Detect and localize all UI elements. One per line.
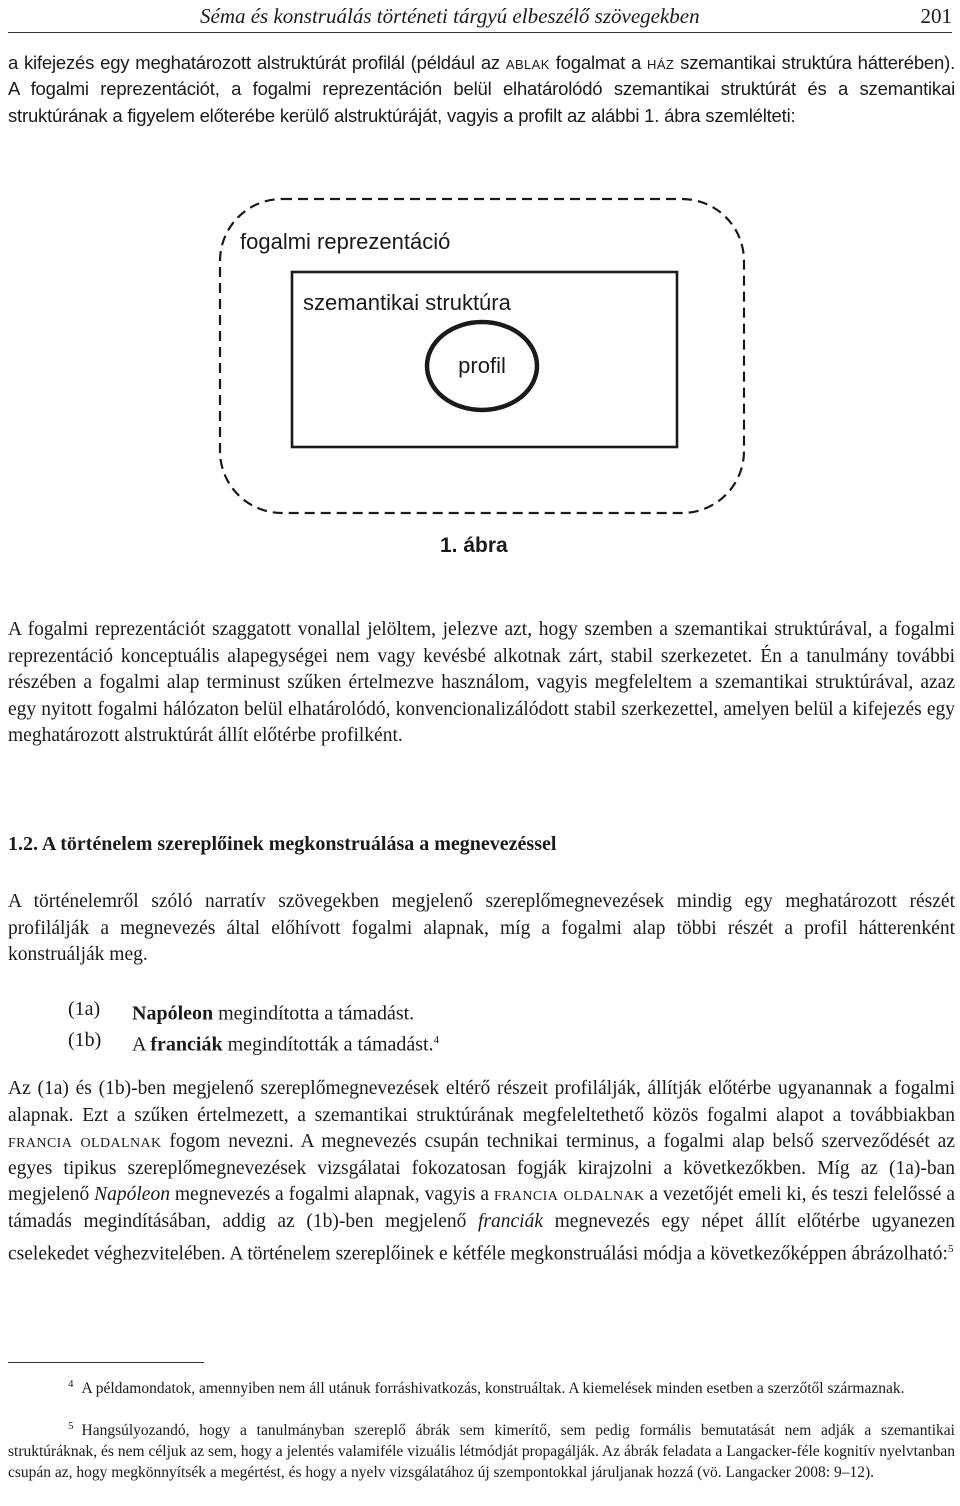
example-sentence (132, 996, 414, 1027)
running-title: Séma és konstruálás történeti tárgyú elbeszélő szövegekben (200, 4, 700, 28)
intro-smallcaps-ablak: ablak (505, 52, 550, 73)
p4-smallcaps-2: francia oldalnak (493, 1184, 645, 1206)
footnote-5 (8, 1416, 955, 1483)
intro-text-1: a kifejezés egy meghatározott alstruktúrát profilál (például az (8, 52, 506, 73)
footnote-4 (8, 1374, 955, 1399)
example-sentence (132, 1027, 439, 1058)
p4-text-3: megnevezés a fogalmi alapnak, vagyis a (169, 1184, 494, 1206)
footnote-divider (8, 1362, 204, 1363)
p4-text-4: a vezetőjét emeli ki, és teszi felelőssé a támadás megindításában, addig az (1b)-ben megjelenő (8, 1184, 955, 1232)
section-heading: 1.2. A történelem szereplőinek megkonstruálása a megnevezéssel (8, 833, 557, 855)
example-item (68, 1027, 439, 1058)
example-post: megindították a támadást. (222, 1033, 434, 1056)
examples-list (68, 996, 439, 1057)
figure-1-diagram (0, 185, 960, 525)
footnote-text: Hangsúlyozandó, hogy a tanulmányban szereplő ábrák sem kimerítő, sem pedig formális bemutatását nem adják a szemantikai struktúráknak, és nem céljuk az sem, hogy a jelentés valamiféle vizuális létmódját propagálják. Az ábrák feladata a Langacker-féle kognitív nyelvtanban csupán az, hogy megkönnyítsék a megértést, és hogy a nyelv vizsgálatához új szempontokkal járuljanak hozzá (vö. Langacker 2008: 9–12). (8, 1422, 955, 1482)
intro-text-3: szemantikai struktúra hátterében). A fogalmi reprezentációt, a fogalmi reprezentáción belül elhatárolódó szemantikai struktúrát és a szemantikai struktúrának a figyelem előterébe kerülő alstruktúráját, vagyis a profilt az alábbi 1. ábra szemlélteti: (8, 52, 956, 126)
example-number: (1a) (68, 998, 101, 1020)
example-item (68, 996, 439, 1027)
example-bold: franciák (150, 1033, 223, 1056)
paragraph-2: A fogalmi reprezentációt szaggatott vonallal jelöltem, jelezve azt, hogy szemben a szemantikai struktúrával, a fogalmi reprezentáció konceptuális alapegységei nem vagy kevésbé alkotnak zárt, stabil szerkezetet. Én a tanulmány további részében a fogalmi alap terminust szűken értelmezve használom, vagyis megfeleltem a szemantikai struktúrával, azaz egy nyitott fogalmi hálózaton belül elhatárolódó, konvencionalizálódott stabil szerkezettel, amelyen belül a kifejezés egy meghatározott alstruktúrát állít előtérbe profilként. (8, 619, 955, 747)
example-bold: Napóleon (132, 1002, 214, 1025)
p4-text-5: megnevezés egy népet állít előtérbe ugyanezen cselekedet véghezvitelében. A történelem szereplőinek e kétféle megkonstruálási módja a következőképpen ábrázolható: (8, 1210, 955, 1265)
intro-paragraph (8, 50, 955, 129)
example-number: (1b) (68, 1028, 102, 1051)
footnote-mark: 5 (68, 1420, 74, 1432)
p4-italic-napoleon: Napóleon (94, 1184, 170, 1206)
inner-label: profil (458, 353, 506, 378)
footnote-ref-5[interactable]: 5 (947, 1242, 954, 1255)
intro-text-2: fogalmat a (549, 52, 648, 73)
p4-text-2: fogom nevezni. A megnevezés csupán technikai terminus, a fogalmi alap belső szerveződését az egyes tipikus szereplőmegnevezések vizsgálatai fokozatosan fogják kirajzolni a következőkben. Míg az (1a)-ban megjelenő (8, 1131, 955, 1206)
page-number: 201 (920, 4, 952, 28)
paragraph-4 (8, 1076, 955, 1268)
footnote-text: A példamondatok, amennyiben nem áll utánuk forráshivatkozás, konstruáltak. A kiemelések minden esetben a szerzőtől származnak. (81, 1380, 905, 1398)
p4-italic-franciak: franciák (478, 1210, 543, 1232)
example-post: megindította a támadást. (213, 1002, 415, 1025)
paragraph-3: A történelemről szóló narratív szövegekben megjelenő szereplőmegnevezések mindig egy meghatározott részét profilálják a megnevezés által előhívott fogalmi alapnak, míg a fogalmi alap többi részét a profil hátterenként konstruálják meg. (8, 891, 955, 966)
p4-smallcaps-1: francia oldalnak (8, 1131, 162, 1153)
p4-text-1: Az (1a) és (1b)-ben megjelenő szereplőmegnevezések eltérő részeit profilálják, állítják előtérbe ugyanannak a fogalmi alapnak. Ezt a szűken értelmezett, a szemantikai struktúrának megfeleltethető közös fogalmi alapot a továbbiakban (8, 1078, 955, 1126)
intro-smallcaps-haz: ház (647, 52, 675, 73)
figure-caption: 1. ábra (440, 534, 508, 557)
outer-label: fogalmi reprezentáció (240, 229, 451, 254)
example-pre: A (132, 1033, 151, 1056)
footnote-ref-4[interactable]: 4 (433, 1033, 440, 1046)
middle-label: szemantikai struktúra (303, 290, 511, 315)
footnote-mark: 4 (68, 1378, 74, 1390)
running-header (8, 2, 952, 33)
